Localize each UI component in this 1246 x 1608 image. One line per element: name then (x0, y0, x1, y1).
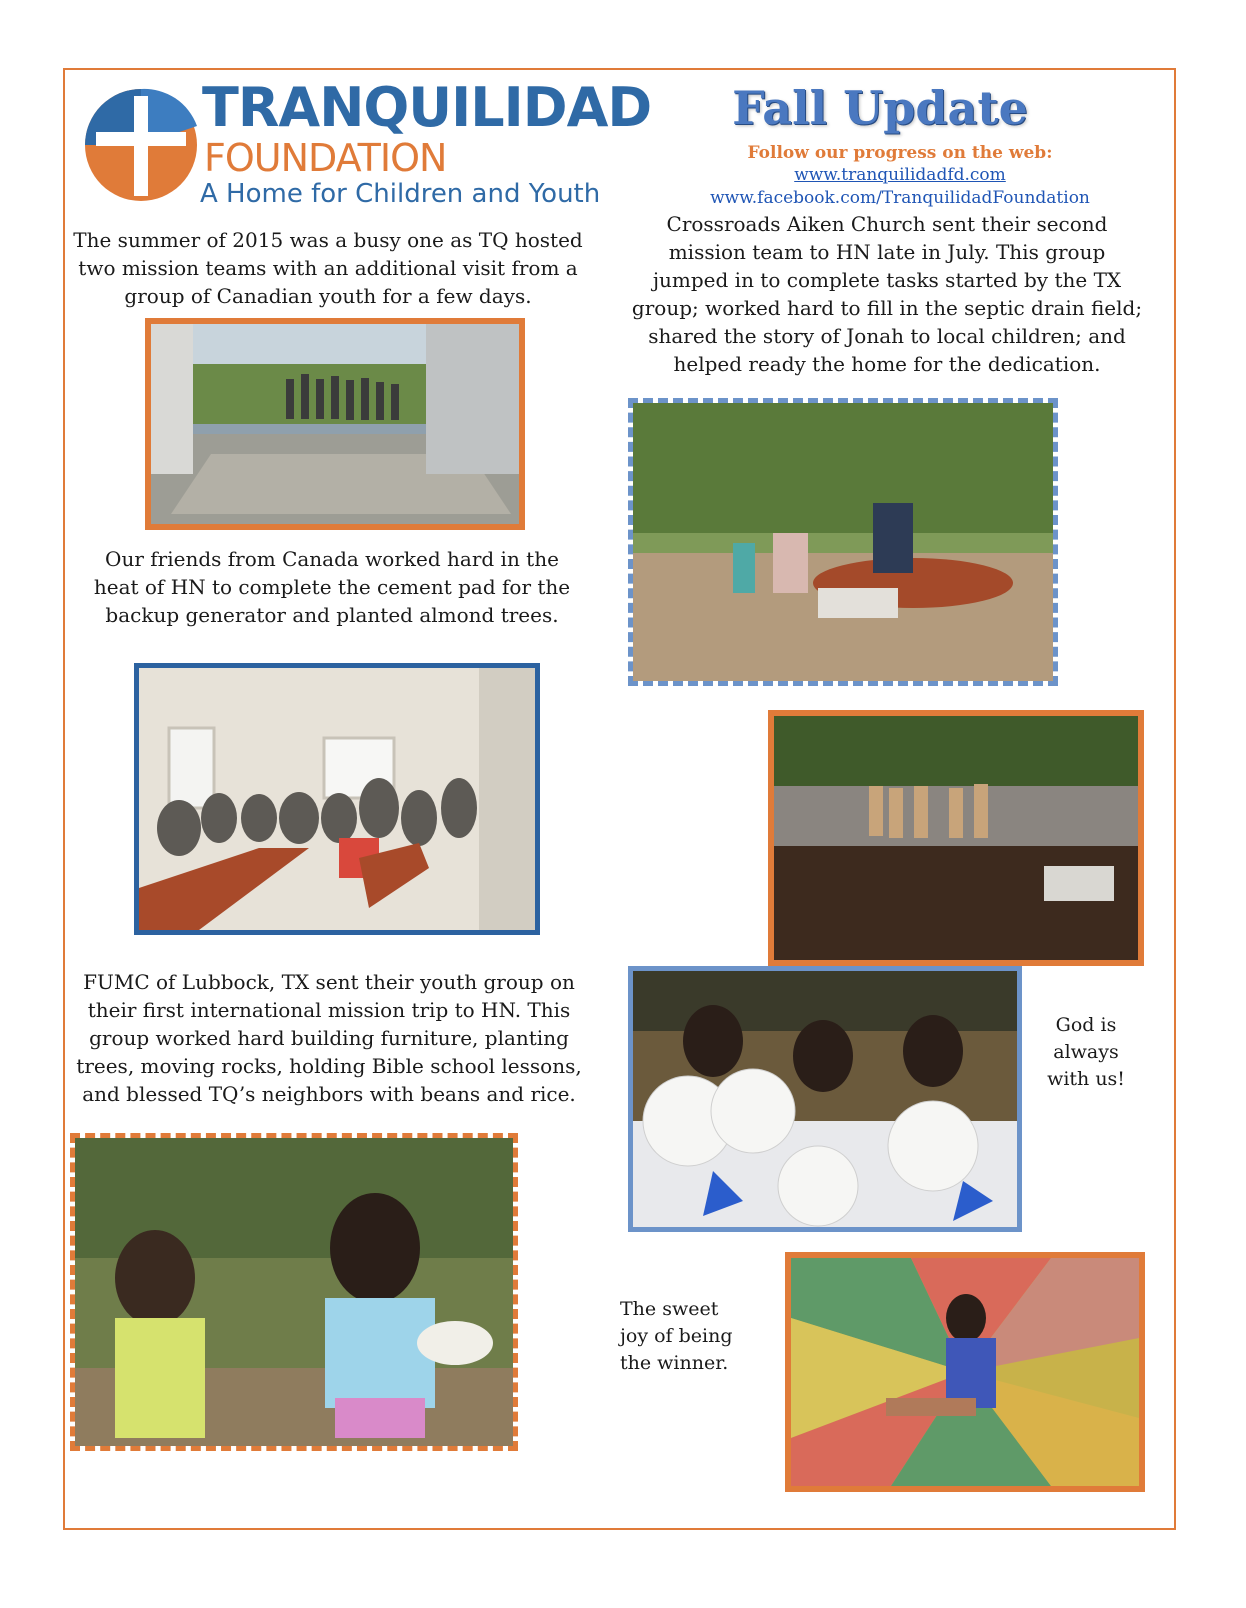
god-caption: God is always with us! (1047, 1014, 1125, 1090)
logo-tagline: A Home for Children and Youth (200, 179, 601, 209)
cross-logo-icon (82, 86, 200, 204)
cement-pad-image (151, 324, 519, 524)
page-title: Fall Update (732, 81, 1028, 135)
photo-girl-parachute (785, 1252, 1145, 1492)
intro-paragraph: The summer of 2015 was a busy one as TQ hosted two mission teams with an additional visit from a group of Canadian youth for a few days. (73, 228, 583, 308)
crossroads-caption: Crossroads Aiken Church sent their second mission team to HN late in July. This group jumped in to complete tasks started by the TX group; worked hard to fill in the septic drain field; shared the story of Jonah to local children; and helped ready the home for the dedication. (631, 212, 1143, 376)
photo-dedication-group (768, 710, 1144, 966)
fumc-caption: FUMC of Lubbock, TX sent their youth group on their first international mission trip to HN. This group worked hard building furniture, planting trees, moving rocks, holding Bible school lessons, and blessed TQ’s neighbors with beans and rice. (76, 970, 582, 1106)
septic-digging-image (633, 403, 1053, 681)
photo-two-girls (70, 1133, 518, 1451)
canada-caption: Our friends from Canada worked hard in the heat of HN to complete the cement pad for the backup generator and planted almond trees. (93, 547, 571, 627)
girls-fish-crafts-image (633, 971, 1017, 1227)
winner-caption: The sweet joy of being the winner. (620, 1298, 733, 1374)
logo-name-line1: TRANQUILIDAD (202, 76, 652, 139)
two-girls-image (75, 1138, 513, 1446)
photo-girls-fish-crafts (628, 966, 1022, 1232)
girl-parachute-image (791, 1258, 1139, 1486)
photo-cement-pad-group (145, 318, 525, 530)
follow-text: Follow our progress on the web: (747, 143, 1053, 163)
website-link[interactable]: www.tranquilidadfd.com (794, 165, 1006, 185)
youth-group-room-image (139, 668, 535, 930)
photo-youth-group-room (134, 663, 540, 935)
facebook-link[interactable]: www.facebook.com/TranquilidadFoundation (710, 188, 1090, 208)
dedication-group-image (774, 716, 1138, 960)
photo-septic-digging (628, 398, 1058, 686)
foundation-logo (82, 76, 652, 218)
logo-name-line2: FOUNDATION (204, 136, 447, 180)
